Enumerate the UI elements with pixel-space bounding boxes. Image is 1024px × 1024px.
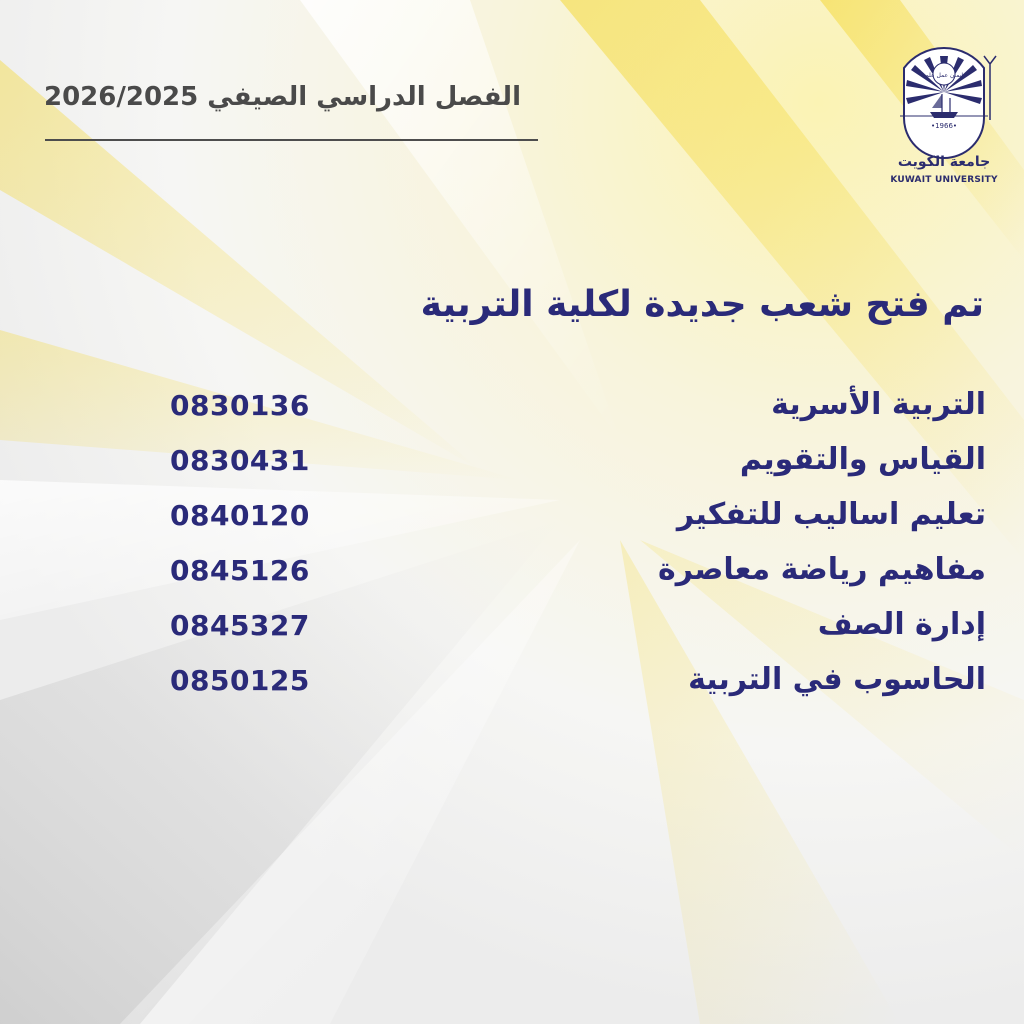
course-name: إدارة الصف [817, 607, 986, 642]
course-name: القياس والتقويم [739, 442, 986, 477]
course-code: 0850125 [170, 664, 310, 697]
course-code: 0840120 [170, 499, 310, 532]
course-code: 0830136 [170, 389, 310, 422]
university-name-arabic: جامعة الكويت [897, 154, 991, 170]
course-row [160, 387, 986, 431]
course-name: مفاهيم رياضة معاصرة [657, 552, 986, 587]
course-row [160, 552, 986, 596]
course-row [160, 662, 986, 706]
course-row [160, 497, 986, 541]
course-row [160, 607, 986, 651]
course-name: تعليم اساليب للتفكير [676, 497, 986, 532]
university-name-english: KUWAIT UNIVERSITY [890, 175, 998, 185]
semester-divider [45, 139, 538, 141]
course-code: 0830431 [170, 444, 310, 477]
course-code: 0845126 [170, 554, 310, 587]
announcement-title: تم فتح شعب جديدة لكلية التربية [420, 284, 984, 325]
course-name: الحاسوب في التربية [688, 662, 986, 697]
logo-year: •1966• [930, 122, 958, 130]
logo-motto: إيمان عمل علم [924, 72, 964, 79]
course-row [160, 442, 986, 486]
course-code: 0845327 [170, 609, 310, 642]
kuwait-university-logo [890, 38, 998, 198]
semester-title: الفصل الدراسي الصيفي 2026/2025 [44, 82, 521, 112]
course-name: التربية الأسرية [771, 387, 986, 422]
